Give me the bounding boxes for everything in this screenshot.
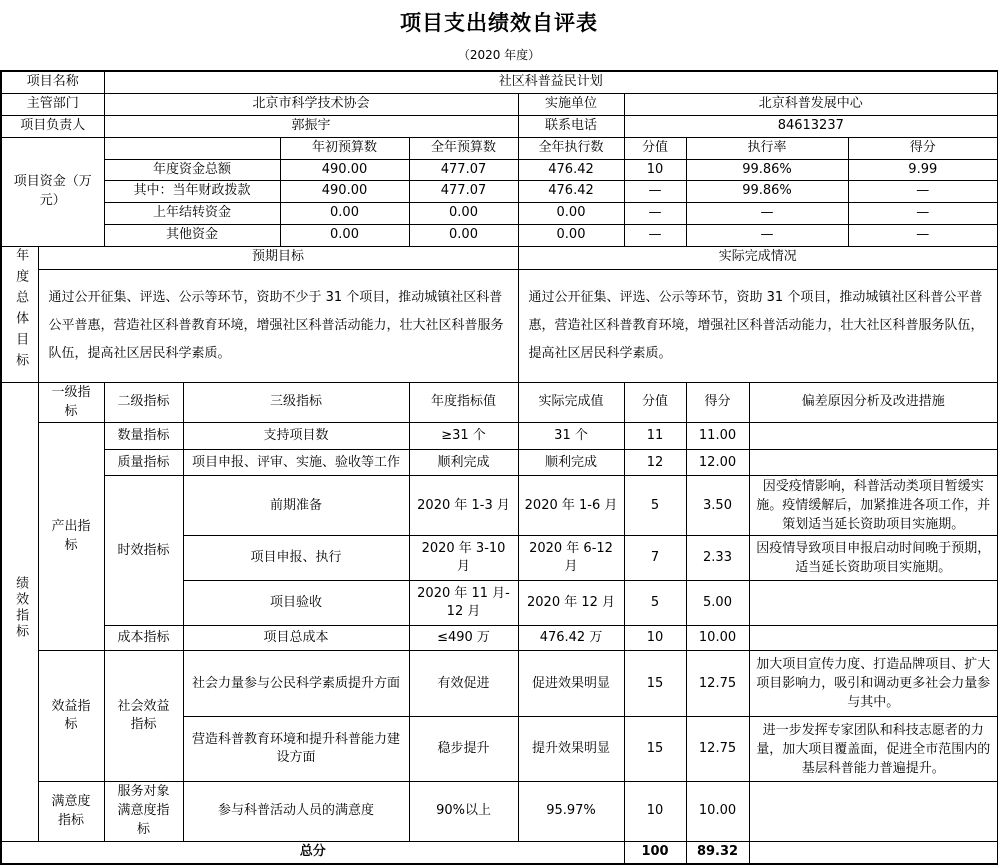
group-satisfaction-cell: 满意度指标 bbox=[38, 782, 104, 842]
indicator-annual-cell: ≤490 万 bbox=[409, 626, 518, 651]
funding-row-label: 年度资金总额 bbox=[104, 159, 280, 181]
self-evaluation-table bbox=[0, 70, 998, 865]
indicator-points-cell: 10 bbox=[624, 626, 686, 651]
impl-unit-value-cell: 北京科普发展中心 bbox=[624, 93, 998, 115]
performance-section-vertical-label: 绩效指标 bbox=[13, 576, 29, 641]
funding-points: — bbox=[624, 181, 686, 203]
indicator-actual-cell: 顺利完成 bbox=[518, 450, 624, 476]
total-label-cell: 总分 bbox=[1, 841, 624, 863]
indicator-annual-cell: 顺利完成 bbox=[409, 450, 518, 476]
indicator-actual-cell: 促进效果明显 bbox=[518, 651, 624, 717]
funding-initial: 490.00 bbox=[280, 159, 409, 181]
indicator-row-satisfaction bbox=[1, 782, 998, 842]
indicator-actual-cell: 2020 年 6-12 月 bbox=[518, 536, 624, 581]
header-score: 得分 bbox=[686, 382, 749, 423]
indicator-deviation-cell: 因疫情导致项目申报启动时间晚于预期，适当延长资助项目实施期。 bbox=[749, 536, 998, 581]
indicator-annual-cell: ≥31 个 bbox=[409, 423, 518, 450]
funding-score: — bbox=[848, 203, 998, 225]
leader-label-cell: 项目负责人 bbox=[1, 115, 104, 137]
funding-executed: 476.42 bbox=[518, 159, 624, 181]
funding-score: — bbox=[848, 225, 998, 247]
phone-label-cell: 联系电话 bbox=[518, 115, 624, 137]
row-dept bbox=[1, 93, 998, 115]
indicator-header-row bbox=[1, 382, 998, 423]
indicator-score-cell: 5.00 bbox=[686, 581, 749, 626]
indicator-score-cell: 2.33 bbox=[686, 536, 749, 581]
indicator-name-cell: 参与科普活动人员的满意度 bbox=[183, 782, 409, 842]
indicator-points-cell: 15 bbox=[624, 651, 686, 717]
funding-header-points: 分值 bbox=[624, 137, 686, 159]
total-score-cell: 89.32 bbox=[686, 841, 749, 863]
funding-rate: — bbox=[686, 225, 848, 247]
funding-row-label: 其中：当年财政拨款 bbox=[104, 181, 280, 203]
funding-score: 9.99 bbox=[848, 159, 998, 181]
indicator-name-cell: 营造科普教育环境和提升科普能力建设方面 bbox=[183, 717, 409, 782]
group-cost-cell: 成本指标 bbox=[104, 626, 183, 651]
indicator-score-cell: 10.00 bbox=[686, 782, 749, 842]
header-points: 分值 bbox=[624, 382, 686, 423]
indicator-deviation-cell bbox=[749, 450, 998, 476]
indicator-row-prep bbox=[1, 476, 998, 536]
indicator-points-cell: 7 bbox=[624, 536, 686, 581]
funding-header-rate: 执行率 bbox=[686, 137, 848, 159]
indicator-actual-cell: 2020 年 12 月 bbox=[518, 581, 624, 626]
funding-initial: 490.00 bbox=[280, 181, 409, 203]
funding-header-score: 得分 bbox=[848, 137, 998, 159]
indicator-score-cell: 12.00 bbox=[686, 450, 749, 476]
funding-blank-header-cell bbox=[104, 137, 280, 159]
indicator-actual-cell: 2020 年 1-6 月 bbox=[518, 476, 624, 536]
indicator-points-cell: 5 bbox=[624, 476, 686, 536]
indicator-score-cell: 10.00 bbox=[686, 626, 749, 651]
impl-unit-label-cell: 实施单位 bbox=[518, 93, 624, 115]
indicator-annual-cell: 2020 年 1-3 月 bbox=[409, 476, 518, 536]
indicator-name-cell: 项目验收 bbox=[183, 581, 409, 626]
indicator-deviation-cell bbox=[749, 782, 998, 842]
funding-header-annual: 全年预算数 bbox=[409, 137, 518, 159]
funding-executed: 476.42 bbox=[518, 181, 624, 203]
indicator-name-cell: 项目申报、执行 bbox=[183, 536, 409, 581]
indicator-name-cell: 社会力量参与公民科学素质提升方面 bbox=[183, 651, 409, 717]
leader-value-cell: 郭振宇 bbox=[104, 115, 518, 137]
header-level1: 一级指标 bbox=[38, 382, 104, 423]
performance-section-label-cell bbox=[1, 382, 38, 841]
funding-executed: 0.00 bbox=[518, 203, 624, 225]
indicator-score-cell: 12.75 bbox=[686, 717, 749, 782]
funding-rate: 99.86% bbox=[686, 181, 848, 203]
row-leader bbox=[1, 115, 998, 137]
total-row bbox=[1, 841, 998, 863]
goal-actual-header-cell: 实际完成情况 bbox=[518, 246, 998, 269]
indicator-deviation-cell bbox=[749, 626, 998, 651]
group-quality-cell: 质量指标 bbox=[104, 450, 183, 476]
indicator-annual-cell: 有效促进 bbox=[409, 651, 518, 717]
indicator-row-quantity bbox=[1, 423, 998, 450]
funding-points: 10 bbox=[624, 159, 686, 181]
funding-score: — bbox=[848, 181, 998, 203]
indicator-name-cell: 前期准备 bbox=[183, 476, 409, 536]
group-timeliness-cell: 时效指标 bbox=[104, 476, 183, 626]
group-social-benefit-cell: 社会效益指标 bbox=[104, 651, 183, 782]
group-output-cell: 产出指标 bbox=[38, 423, 104, 651]
indicator-annual-cell: 稳步提升 bbox=[409, 717, 518, 782]
indicator-annual-cell: 2020 年 3-10 月 bbox=[409, 536, 518, 581]
indicator-actual-cell: 31 个 bbox=[518, 423, 624, 450]
funding-header-row bbox=[1, 137, 998, 159]
indicator-points-cell: 10 bbox=[624, 782, 686, 842]
funding-row bbox=[1, 203, 998, 225]
goal-expected-text-cell: 通过公开征集、评选、公示等环节，资助不少于 31 个项目，推动城镇社区科普公平普惠，营造社区科普教育环境，增强社区科普活动能力，壮大社区科普服务队伍，提高社区居民科学素质。 bbox=[38, 269, 518, 382]
funding-annual: 0.00 bbox=[409, 203, 518, 225]
header-level2: 二级指标 bbox=[104, 382, 183, 423]
indicator-annual-cell: 2020 年 11 月-12 月 bbox=[409, 581, 518, 626]
funding-initial: 0.00 bbox=[280, 225, 409, 247]
funding-initial: 0.00 bbox=[280, 203, 409, 225]
header-level3: 三级指标 bbox=[183, 382, 409, 423]
funding-row bbox=[1, 225, 998, 247]
project-name-label-cell: 项目名称 bbox=[1, 71, 104, 93]
goal-actual-text-cell: 通过公开征集、评选、公示等环节，资助 31 个项目，推动城镇社区科普公平普惠，营造社区科普教育环境，增强社区科普活动能力，壮大社区科普服务队伍，提高社区居民科学素质。 bbox=[518, 269, 998, 382]
funding-annual: 0.00 bbox=[409, 225, 518, 247]
funding-header-executed: 全年执行数 bbox=[518, 137, 624, 159]
header-actual-value: 实际完成值 bbox=[518, 382, 624, 423]
row-project-name bbox=[1, 71, 998, 93]
goal-header-row bbox=[1, 246, 998, 269]
funding-points: — bbox=[624, 203, 686, 225]
indicator-points-cell: 15 bbox=[624, 717, 686, 782]
goal-section-label-cell bbox=[1, 246, 38, 382]
indicator-deviation-cell bbox=[749, 423, 998, 450]
group-quantity-cell: 数量指标 bbox=[104, 423, 183, 450]
indicator-row-cost bbox=[1, 626, 998, 651]
indicator-score-cell: 3.50 bbox=[686, 476, 749, 536]
funding-header-initial: 年初预算数 bbox=[280, 137, 409, 159]
funding-row-label: 其他资金 bbox=[104, 225, 280, 247]
phone-value-cell: 84613237 bbox=[624, 115, 998, 137]
indicator-deviation-cell: 进一步发挥专家团队和科技志愿者的力量，加大项目覆盖面，促进全市范围内的基层科普能力普遍提升。 bbox=[749, 717, 998, 782]
total-deviation-cell bbox=[749, 841, 998, 863]
goal-content-row bbox=[1, 269, 998, 382]
header-annual-value: 年度指标值 bbox=[409, 382, 518, 423]
indicator-actual-cell: 476.42 万 bbox=[518, 626, 624, 651]
funding-points: — bbox=[624, 225, 686, 247]
group-service-satisfaction-cell: 服务对象满意度指标 bbox=[104, 782, 183, 842]
indicator-actual-cell: 提升效果明显 bbox=[518, 717, 624, 782]
project-name-value-cell: 社区科普益民计划 bbox=[104, 71, 998, 93]
funding-row bbox=[1, 181, 998, 203]
group-benefit-cell: 效益指标 bbox=[38, 651, 104, 782]
indicator-row-social1 bbox=[1, 651, 998, 717]
indicator-points-cell: 5 bbox=[624, 581, 686, 626]
indicator-points-cell: 11 bbox=[624, 423, 686, 450]
page-title: 项目支出绩效自评表 bbox=[400, 11, 598, 35]
header-deviation: 偏差原因分析及改进措施 bbox=[749, 382, 998, 423]
funding-section-label-cell: 项目资金（万元） bbox=[1, 137, 104, 246]
indicator-deviation-cell: 加大项目宣传力度、打造品牌项目、扩大项目影响力，吸引和调动更多社会力量参与其中。 bbox=[749, 651, 998, 717]
dept-value-cell: 北京市科学技术协会 bbox=[104, 93, 518, 115]
funding-rate: — bbox=[686, 203, 848, 225]
indicator-annual-cell: 90%以上 bbox=[409, 782, 518, 842]
indicator-row-quality bbox=[1, 450, 998, 476]
funding-annual: 477.07 bbox=[409, 159, 518, 181]
funding-executed: 0.00 bbox=[518, 225, 624, 247]
indicator-score-cell: 11.00 bbox=[686, 423, 749, 450]
goal-section-vertical-label: 年度总体目标 bbox=[13, 247, 29, 374]
goal-expected-header-cell: 预期目标 bbox=[38, 246, 518, 269]
funding-rate: 99.86% bbox=[686, 159, 848, 181]
indicator-score-cell: 12.75 bbox=[686, 651, 749, 717]
indicator-deviation-cell bbox=[749, 581, 998, 626]
indicator-name-cell: 项目总成本 bbox=[183, 626, 409, 651]
page-subtitle: （2020 年度） bbox=[457, 48, 541, 62]
dept-label-cell: 主管部门 bbox=[1, 93, 104, 115]
indicator-name-cell: 支持项目数 bbox=[183, 423, 409, 450]
indicator-name-cell: 项目申报、评审、实施、验收等工作 bbox=[183, 450, 409, 476]
indicator-points-cell: 12 bbox=[624, 450, 686, 476]
total-points-cell: 100 bbox=[624, 841, 686, 863]
indicator-deviation-cell: 因受疫情影响，科普活动类项目暂缓实施。疫情缓解后，加紧推进各项工作，并策划适当延长资助项目实施期。 bbox=[749, 476, 998, 536]
indicator-actual-cell: 95.97% bbox=[518, 782, 624, 842]
funding-row bbox=[1, 159, 998, 181]
funding-row-label: 上年结转资金 bbox=[104, 203, 280, 225]
funding-annual: 477.07 bbox=[409, 181, 518, 203]
